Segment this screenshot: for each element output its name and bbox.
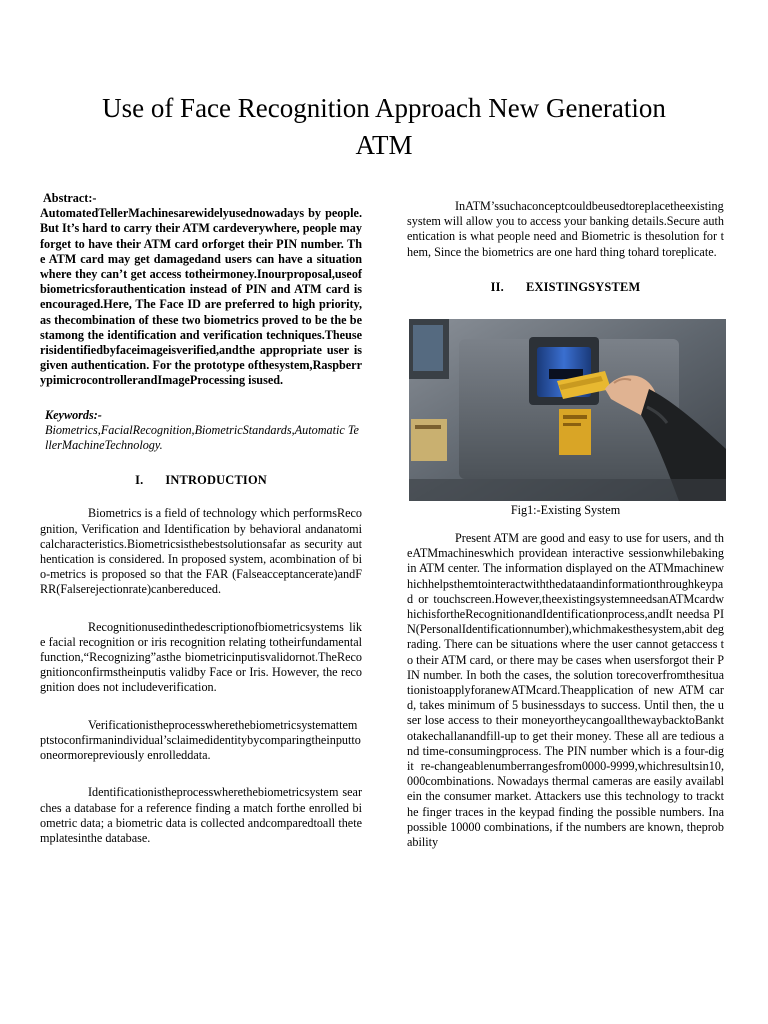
right-column-lower: [407, 531, 724, 850]
intro-paragraph: Recognitionusedinthedescriptionofbiometricsystems like facial recognition or iris recognition relating totheirfundamentalfunction,“Recognizing”asthe biometricinputisvalidornot.TheRecognitionconfirmstheinputis validby Face or Iris. However, the recognition does not includeverification.: [40, 619, 362, 695]
section-number: I.: [135, 473, 144, 488]
abstract-text: AutomatedTellerMachinesarewidelyusednowadays by people. But It’s hard to carry their ATM cardeverywhere, people may forget to have their ATM card orforget their PIN number. The ATM card may get damagedand users can have a situation where they can’t get access totheirmoney.Inourproposal,useofbiometricsforauthentication instead of PIN and ATM card is encouraged.Here, The Face ID are preferred to high priority, as thecombination of these two biometrics proved to be the bestamong the identification and verification techniques.Theuserisidentifiedbyfaceimageisverified,andthe appropriate user is given authentication. For the prototype ofthesystem,RaspberrypimicrocontrollerandImageProcessing isused.: [40, 206, 362, 388]
paper-title: Use of Face Recognition Approach New Generation ATM: [102, 93, 666, 160]
section-title: INTRODUCTION: [165, 473, 267, 488]
left-column: [40, 191, 362, 846]
keywords-text: Biometrics,FacialRecognition,BiometricStandards,Automatic TellerMachineTechnology.: [45, 422, 359, 453]
keywords-label: Keywords:-: [45, 407, 102, 422]
existing-system-paragraph: Present ATM are good and easy to use for users, and theATMmachineswhich providean interactive sessionwhilebaking in ATM center. The information displayed on the ATMmachinewhichhelpsthemtointeractwiththedataandinformationthroughkeypad or touchscreen.However,theexistingsystemneedsanATMcardwhichisfortheRecognitionandIdentificationprocess,andIt needsa PIN(PersonalIdentificationnumber),whichmakesthesystem,abit degrading. There can be situations where the user cannot getaccess to their ATM card, or there may be cases when usersforgot their PIN number. In both the cases, the solution torecoverfromthesituationistoapplyforanewATMcard.Theapplication of new ATM card, takes minimum of 5 businessdays to success. Until then, the user lose access to their moneyortheycangoallthewaybacktoBanktotakechallanandfill-up to get their money. These all are tedious and time-consumingprocess. The PIN number which is a four-digit re-changeablenumberrangesfrom0000-9999,whichresultsin10,000combinations. Nowadays thermal cameras are easily availablein the consumer market. Attackers use this technology to trackthe finger traces in the keypad finding the possible numbers. Ina possible 10000 combinations, if the numbers are known, theprobability: [407, 531, 724, 850]
section-heading-existing-system: [407, 280, 724, 295]
intro-paragraph: Identificationistheprocesswherethebiometricsystem searches a database for a reference finding a match forthe enrolled biometric data; a biometric data is collected andcomparedtoall thetemplatesinthe database.: [40, 785, 362, 845]
section-title: EXISTINGSYSTEM: [525, 279, 641, 294]
right-column: [407, 199, 724, 295]
intro-paragraph: Biometrics is a field of technology which performsRecognition, Verification and Identification by behavioral andanatomicalcharacteristics.Biometricsisthebestsolutionsafar as security authentication is considered. In proposed system, acombination of bio-metrics is proposed so that the FAR (Falseacceptancerate)andFRR(Falserejectionrate)canbereduced.: [40, 506, 362, 597]
right-intro-paragraph: InATM’ssuchaconceptcouldbeusedtoreplacetheexisting system will allow you to access your banking details.Secure authentication is what people need and Biometric is thesolution for them, Since the biometrics are one hard thing tohard toreplicate.: [407, 199, 724, 259]
intro-paragraph: Verificationistheprocesswherethebiometricsystemattemptstoconfirmanindividual’sclaimedidentitybycomparingtheinputtooneormorepreviously enrolleddata.: [40, 717, 361, 763]
section-heading-introduction: [40, 473, 362, 488]
atm-card-insertion-photo: [409, 319, 726, 501]
figure-caption: Fig1:-Existing System: [510, 503, 621, 517]
abstract-label: Abstract:-: [43, 191, 97, 205]
section-number: II.: [490, 279, 504, 294]
